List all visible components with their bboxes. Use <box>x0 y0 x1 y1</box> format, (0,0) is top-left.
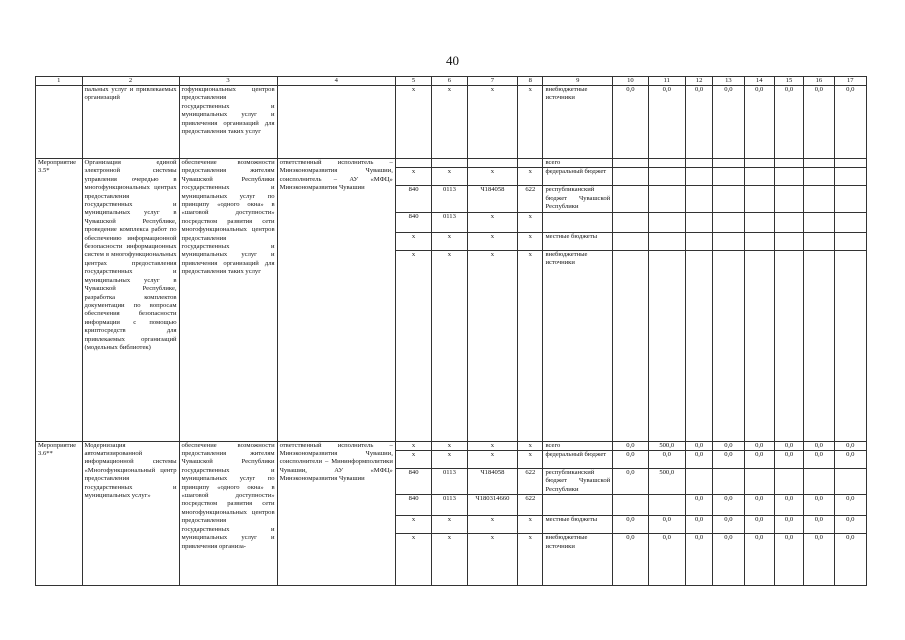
data-cell: местные бюджеты <box>543 232 613 250</box>
data-cell: федеральный бюджет <box>543 451 613 469</box>
data-cell: 0,0 <box>648 516 685 534</box>
data-cell: 0,0 <box>834 534 866 586</box>
data-cell <box>834 232 866 250</box>
data-cell: Ч180314660 <box>467 495 518 516</box>
data-cell: 0113 <box>432 212 467 232</box>
data-cell: 0,0 <box>648 451 685 469</box>
data-cell: х <box>467 212 518 232</box>
data-cell: 622 <box>518 495 543 516</box>
data-cell: местные бюджеты <box>543 516 613 534</box>
data-cell <box>648 250 685 441</box>
data-cell: 622 <box>518 186 543 212</box>
data-cell: республиканский бюджет Чувашской Республики <box>543 186 613 212</box>
data-cell: 0,0 <box>713 516 744 534</box>
data-cell <box>685 469 712 495</box>
executor-cell <box>277 86 395 159</box>
data-cell: 500,0 <box>648 441 685 450</box>
data-cell: 622 <box>518 469 543 495</box>
data-cell <box>713 232 744 250</box>
data-cell <box>685 159 712 168</box>
data-cell <box>613 186 648 212</box>
data-cell: 0,0 <box>774 516 803 534</box>
data-cell <box>395 159 431 168</box>
data-cell <box>467 159 518 168</box>
data-cell: всего <box>543 441 613 450</box>
measure-label-cell: Мероприятие 3.6** <box>36 441 83 586</box>
data-cell: х <box>432 232 467 250</box>
data-cell: внебюджетные источники <box>543 534 613 586</box>
data-cell: 0,0 <box>613 534 648 586</box>
executor-cell: ответственный исполнитель – Минэкономразвития Чувашии, соисполнители – Мининформполитики Чувашии, АУ «МФЦ» Минэкономразвития Чувашии <box>277 441 395 586</box>
data-cell: х <box>432 86 467 159</box>
data-cell: внебюджетные источники <box>543 86 613 159</box>
header-cell: 10 <box>613 77 648 86</box>
data-cell: 0,0 <box>685 516 712 534</box>
data-cell: х <box>467 86 518 159</box>
data-cell: 0,0 <box>685 441 712 450</box>
data-cell: республиканский бюджет Чувашской Республики <box>543 469 613 495</box>
data-cell: 0,0 <box>804 516 834 534</box>
data-cell <box>685 232 712 250</box>
data-cell: х <box>432 250 467 441</box>
data-cell: 0,0 <box>744 495 774 516</box>
data-cell: х <box>395 168 431 186</box>
data-cell: 0,0 <box>774 495 803 516</box>
data-cell: х <box>432 516 467 534</box>
data-cell: 0,0 <box>744 516 774 534</box>
data-cell <box>713 250 744 441</box>
label-cell <box>36 86 83 159</box>
header-cell: 17 <box>834 77 866 86</box>
data-cell: 0,0 <box>744 534 774 586</box>
data-cell <box>613 232 648 250</box>
data-cell: х <box>432 451 467 469</box>
data-cell: Ч184058 <box>467 186 518 212</box>
data-cell <box>685 186 712 212</box>
header-cell: 5 <box>395 77 431 86</box>
data-cell <box>804 250 834 441</box>
data-cell <box>713 186 744 212</box>
data-cell: 840 <box>395 186 431 212</box>
data-cell: 0,0 <box>804 495 834 516</box>
data-cell: 0,0 <box>613 86 648 159</box>
data-cell: 0,0 <box>613 516 648 534</box>
data-cell <box>744 186 774 212</box>
data-cell <box>613 159 648 168</box>
data-cell: х <box>518 451 543 469</box>
data-cell: х <box>518 212 543 232</box>
data-cell <box>774 212 803 232</box>
data-cell <box>613 495 648 516</box>
data-cell: х <box>395 250 431 441</box>
header-cell: 1 <box>36 77 83 86</box>
header-cell: 16 <box>804 77 834 86</box>
data-cell: х <box>395 516 431 534</box>
data-cell: 0,0 <box>774 451 803 469</box>
data-cell: 0,0 <box>804 441 834 450</box>
header-cell: 15 <box>774 77 803 86</box>
data-cell <box>713 168 744 186</box>
data-cell: 0,0 <box>613 441 648 450</box>
data-cell <box>804 232 834 250</box>
data-cell <box>518 159 543 168</box>
data-cell: х <box>467 232 518 250</box>
data-cell: х <box>518 86 543 159</box>
data-cell <box>774 159 803 168</box>
header-cell: 2 <box>82 77 179 86</box>
header-cell: 14 <box>744 77 774 86</box>
data-cell <box>613 168 648 186</box>
data-cell: х <box>467 516 518 534</box>
data-cell: 0,0 <box>804 86 834 159</box>
data-cell <box>744 232 774 250</box>
data-cell <box>804 168 834 186</box>
data-cell <box>744 250 774 441</box>
data-cell: 0,0 <box>713 441 744 450</box>
data-cell: 0,0 <box>834 495 866 516</box>
data-cell <box>804 186 834 212</box>
data-cell <box>774 469 803 495</box>
data-cell <box>685 250 712 441</box>
data-cell: 0,0 <box>834 86 866 159</box>
data-cell: 0,0 <box>774 534 803 586</box>
description-cell: Организация единой электронной системы управления очередью в многофункциональных центрах предоставления государственных и муниципальных услуг в Чувашской Республике, проведение комплекса работ по обеспечению информационной безопасности информационных систем в многофункциональных центрах предоставления государственных и муниципальных услуг в Чувашской Республике, разработка комплектов документации по вопросам обеспечения безопасности информации с помощью криптосредств для привлекаемых организаций (модельных библиотек) <box>82 159 179 442</box>
data-cell: 0,0 <box>685 534 712 586</box>
data-cell: 0,0 <box>834 441 866 450</box>
data-cell <box>834 212 866 232</box>
data-cell: х <box>467 168 518 186</box>
data-cell: 0,0 <box>744 86 774 159</box>
data-cell <box>432 159 467 168</box>
data-cell <box>713 212 744 232</box>
data-cell <box>648 186 685 212</box>
data-cell: х <box>395 232 431 250</box>
header-cell: 8 <box>518 77 543 86</box>
data-cell: х <box>395 86 431 159</box>
data-cell <box>774 168 803 186</box>
data-cell <box>648 495 685 516</box>
data-cell: х <box>518 516 543 534</box>
data-cell: 0113 <box>432 495 467 516</box>
table-row <box>36 159 867 168</box>
data-cell: 840 <box>395 495 431 516</box>
data-cell: 0,0 <box>804 451 834 469</box>
data-cell <box>713 469 744 495</box>
header-cell: 3 <box>179 77 277 86</box>
header-cell: 13 <box>713 77 744 86</box>
data-cell: 0,0 <box>744 451 774 469</box>
data-cell: внебюджетные источники <box>543 250 613 441</box>
data-cell: 0,0 <box>685 495 712 516</box>
header-row <box>36 77 867 86</box>
data-cell: 0,0 <box>613 451 648 469</box>
header-cell: 11 <box>648 77 685 86</box>
data-cell <box>774 232 803 250</box>
data-cell: 0,0 <box>648 534 685 586</box>
data-cell: х <box>467 451 518 469</box>
data-cell <box>543 212 613 232</box>
data-cell: 0,0 <box>648 86 685 159</box>
data-cell: всего <box>543 159 613 168</box>
data-cell <box>685 212 712 232</box>
data-cell: 0,0 <box>713 86 744 159</box>
data-cell: 0,0 <box>774 441 803 450</box>
data-cell <box>834 168 866 186</box>
data-cell: 0113 <box>432 186 467 212</box>
data-cell <box>744 212 774 232</box>
data-cell: 0,0 <box>685 451 712 469</box>
data-cell <box>834 469 866 495</box>
data-cell: 840 <box>395 212 431 232</box>
data-cell: 0,0 <box>713 534 744 586</box>
data-cell <box>774 250 803 441</box>
data-cell <box>648 168 685 186</box>
data-cell: х <box>518 168 543 186</box>
data-cell <box>804 212 834 232</box>
budget-table <box>35 76 867 586</box>
data-cell <box>834 250 866 441</box>
data-cell: х <box>518 250 543 441</box>
description-cell: Модернизация автоматизированной информационной системы «Многофункциональный центр предоставления государственных и муниципальных услуг» <box>82 441 179 586</box>
goal-cell: гофункциональных центров предоставления государственных и муниципальных услуг и привлечения организаций для предоставления таких услуг <box>179 86 277 159</box>
data-cell <box>774 186 803 212</box>
data-cell: 0,0 <box>713 495 744 516</box>
description-cell: пальных услуг и привлекаемых организаций <box>82 86 179 159</box>
header-cell: 7 <box>467 77 518 86</box>
data-cell: х <box>518 534 543 586</box>
data-cell: х <box>432 441 467 450</box>
data-cell <box>713 159 744 168</box>
data-cell: х <box>395 534 431 586</box>
data-cell <box>804 159 834 168</box>
data-cell: 0,0 <box>613 469 648 495</box>
data-cell: 840 <box>395 469 431 495</box>
data-cell: 0,0 <box>804 534 834 586</box>
header-cell: 4 <box>277 77 395 86</box>
page-number: 40 <box>446 53 459 68</box>
data-cell: Ч184058 <box>467 469 518 495</box>
goal-cell: обеспечение возможности предоставления жителям Чувашской Республики государственных и муниципальных услуг по принципу «одного окна» в «шаговой доступности» посредством развития сети многофункциональных центров предоставления государственных и муниципальных услуг и привлечения организаций для предоставления таких услуг <box>179 159 277 442</box>
data-cell <box>648 159 685 168</box>
data-cell <box>834 186 866 212</box>
table-row <box>36 441 867 450</box>
data-cell: 0113 <box>432 469 467 495</box>
data-cell <box>834 159 866 168</box>
data-cell <box>685 168 712 186</box>
data-cell <box>648 212 685 232</box>
data-cell <box>648 232 685 250</box>
data-cell <box>613 250 648 441</box>
data-cell: х <box>395 441 431 450</box>
data-cell: х <box>432 168 467 186</box>
measure-label-cell: Мероприятие 3.5* <box>36 159 83 442</box>
data-cell: х <box>467 441 518 450</box>
data-cell: 0,0 <box>713 451 744 469</box>
data-cell: х <box>518 232 543 250</box>
header-cell: 12 <box>685 77 712 86</box>
data-cell: 500,0 <box>648 469 685 495</box>
data-cell: федеральный бюджет <box>543 168 613 186</box>
data-cell: х <box>467 534 518 586</box>
data-cell: х <box>432 534 467 586</box>
header-cell: 9 <box>543 77 613 86</box>
data-cell: 0,0 <box>774 86 803 159</box>
data-cell: х <box>467 250 518 441</box>
data-cell <box>543 495 613 516</box>
data-cell <box>804 469 834 495</box>
data-cell: 0,0 <box>744 441 774 450</box>
data-cell <box>744 168 774 186</box>
data-cell <box>613 212 648 232</box>
data-cell: 0,0 <box>834 451 866 469</box>
table-row <box>36 86 867 159</box>
data-cell: 0,0 <box>685 86 712 159</box>
executor-cell: ответственный исполнитель – Минэкономразвития Чувашии, соисполнитель – АУ «МФЦ» Минэкономразвития Чувашии <box>277 159 395 442</box>
data-cell: х <box>395 451 431 469</box>
goal-cell: обеспечение возможности предоставления жителям Чувашской Республики государственных и муниципальных услуг по принципу «одного окна» в «шаговой доступности» посредством развития сети многофункциональных центров предоставления государственных и муниципальных услуг и привлечения организа- <box>179 441 277 586</box>
data-cell <box>744 159 774 168</box>
data-cell: 0,0 <box>834 516 866 534</box>
data-cell <box>744 469 774 495</box>
data-cell: х <box>518 441 543 450</box>
header-cell: 6 <box>432 77 467 86</box>
